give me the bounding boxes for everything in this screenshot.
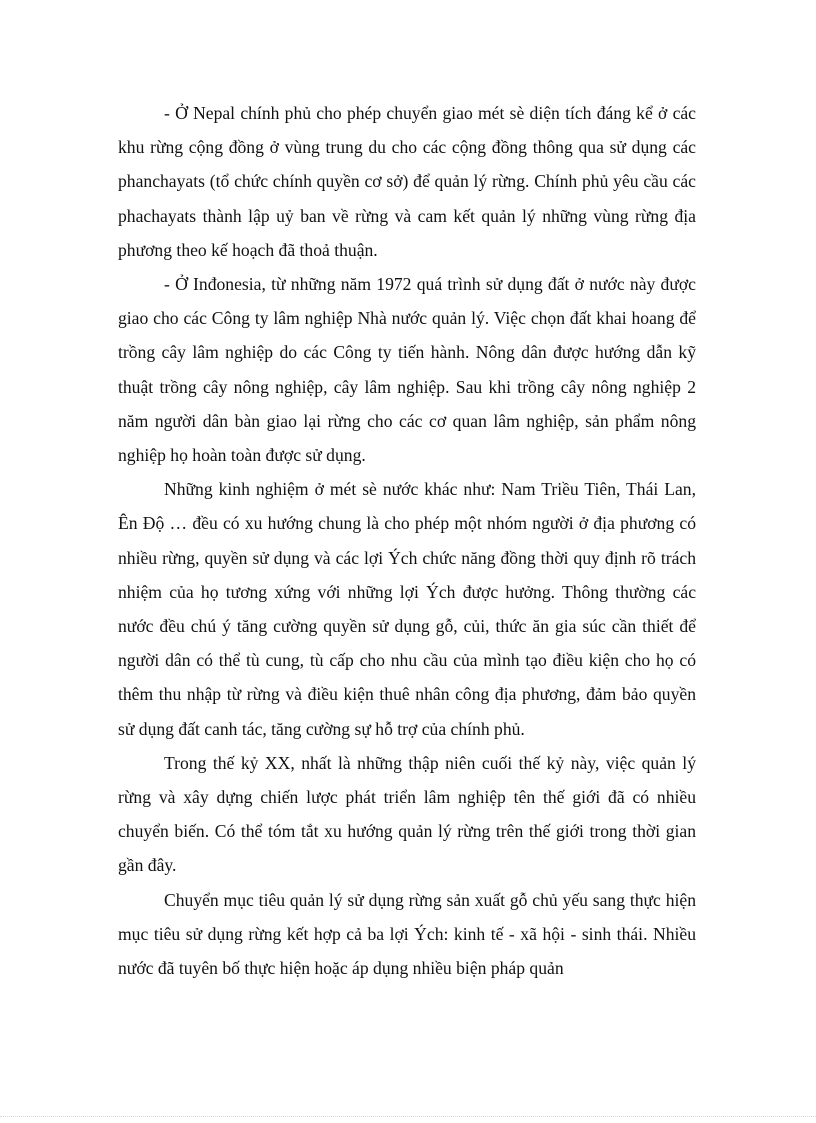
- document-body: [118, 96, 696, 985]
- paragraph-management-shift: Chuyển mục tiêu quản lý sử dụng rừng sản xuất gỗ chủ yếu sang thực hiện mục tiêu sử dụng rừng kết hợp cả ba lợi Ých: kinh tế - xã hội - sinh thái. Nhiều nước đã tuyên bố thực hiện hoặc áp dụng nhiều biện pháp quản: [118, 889, 696, 979]
- page-bottom-border: [0, 1116, 816, 1117]
- paragraph-other-countries: Những kinh nghiệm ở mét sè nước khác như: Nam Triều Tiên, Thái Lan, Ên Độ … đều có xu hướng chung là cho phép một nhóm người ở địa phương có nhiều rừng, quyền sử dụng và các lợi Ých chức năng đồng thời quy định rõ trách nhiệm của họ tương xứng với những lợi Ých được hưởng. Thông thường các nước đều chú ý tăng cường quyền sử dụng gỗ, củi, thức ăn gia súc cần thiết để người dân có thể tù cung, tù cấp cho nhu cầu của mình tạo điều kiện cho họ có thêm thu nhập từ rừng và điều kiện thuê nhân công địa phương, đảm bảo quyền sử dụng đất canh tác, tăng cường sự hỗ trợ của chính phủ.: [118, 479, 696, 739]
- paragraph-twentieth-century: Trong thế kỷ XX, nhất là những thập niên cuối thế kỷ này, việc quản lý rừng và xây dựng chiến lược phát triển lâm nghiệp tên thế giới đã có nhiều chuyển biến. Có thể tóm tắt xu hướng quản lý rừng trên thế giới trong thời gian gần đây.: [118, 752, 696, 876]
- paragraph-nepal: - Ở Nepal chính phủ cho phép chuyển giao mét sè diện tích đáng kể ở các khu rừng cộng đồng ở vùng trung du cho các cộng đồng thông qua sử dụng các phanchayats (tổ chức chính quyền cơ sở) để quản lý rừng. Chính phủ yêu cầu các phachayats thành lập uỷ ban về rừng và cam kết quản lý những vùng rừng địa phương theo kế hoạch đã thoả thuận.: [118, 103, 696, 260]
- paragraph-indonesia: - Ở Inđonesia, từ những năm 1972 quá trình sử dụng đất ở nước này được giao cho các Công ty lâm nghiệp Nhà nước quản lý. Việc chọn đất khai hoang để trồng cây lâm nghiệp do các Công ty tiến hành. Nông dân được hướng dẫn kỹ thuật trồng cây nông nghiệp, cây lâm nghiệp. Sau khi trồng cây nông nghiệp 2 năm người dân bàn giao lại rừng cho các cơ quan lâm nghiệp, sản phẩm nông nghiệp họ hoàn toàn được sử dụng.: [118, 274, 696, 466]
